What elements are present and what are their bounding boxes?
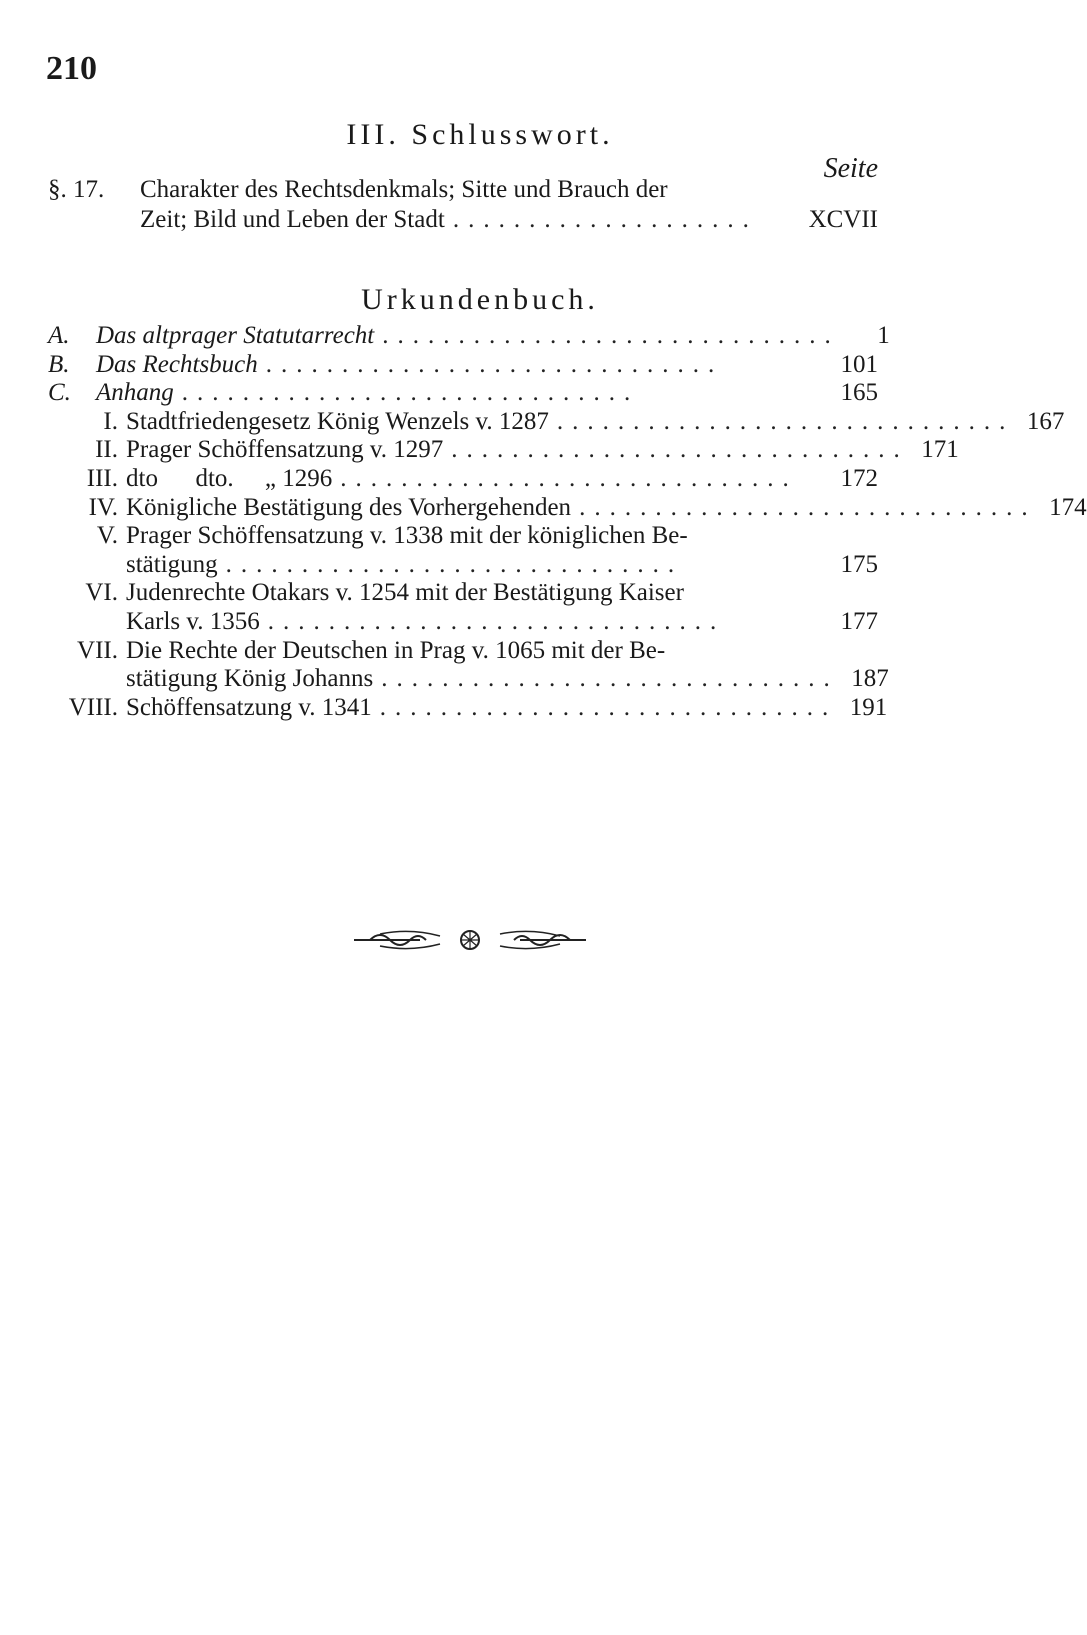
section-heading-schlusswort: III. Schlusswort. (346, 118, 614, 151)
toc-entry-title: Schöffensatzung v. 1341 (126, 693, 372, 721)
toc-entry-page: 175 (840, 550, 878, 578)
toc-entry (48, 493, 1087, 524)
toc-entry (48, 407, 1065, 438)
leader-dots: .............................. (225, 550, 684, 578)
toc-entry-title: dto dto. „ 1296 (126, 465, 333, 492)
leader-dots: .............................. (265, 350, 724, 378)
toc-entry-title-line1: Charakter des Rechtsdenkmals; Sitte und Brauch der (140, 176, 668, 203)
toc-entry-title-continuation: stätigung (126, 550, 218, 578)
toc-entry-number: V. (96, 522, 118, 550)
toc-entry-continuation (48, 551, 878, 581)
toc-entry-number: C. (48, 379, 71, 407)
toc-entry-page: 165 (840, 379, 878, 407)
toc-entry-title: Prager Schöffensatzung v. 1338 mit der königlichen Be- (126, 522, 688, 550)
toc-entry (48, 465, 878, 495)
toc-entry-title: Königliche Bestätigung des Vorhergehenden (126, 493, 572, 521)
toc-entry-continuation (48, 608, 878, 638)
leader-dots: .............................. (381, 665, 839, 693)
toc-entry-continuation (48, 665, 889, 695)
toc-entry-number: II. (95, 436, 118, 464)
toc-entry-title: Judenrechte Otakars v. 1254 mit der Bestätigung Kaiser (126, 579, 684, 607)
toc-entry-number: A. (48, 322, 70, 349)
toc-entry-page: 177 (840, 608, 878, 635)
toc-entry-title: Stadtfriedengesetz König Wenzels v. 1287 (126, 407, 549, 435)
toc-entry-title-continuation: Karls v. 1356 (126, 608, 260, 635)
toc-entry-page: XCVII (808, 206, 878, 233)
leader-dots: .............................. (556, 407, 1015, 435)
page-number: 210 (46, 50, 97, 87)
leader-dots: .............................. (181, 379, 640, 407)
toc-entry-title: Das Rechtsbuch (96, 350, 258, 378)
leader-dots: .............................. (451, 436, 909, 464)
toc-entry-number: B. (48, 350, 70, 378)
toc-entry (48, 579, 878, 609)
toc-entry-page: 172 (840, 465, 878, 492)
toc-entry-number: §. 17. (48, 176, 105, 203)
toc-entry (48, 379, 878, 409)
toc-entry-number: I. (103, 407, 118, 435)
toc-entry-title: Prager Schöffensatzung v. 1297 (126, 436, 444, 464)
toc-entry-number: VI. (85, 579, 118, 607)
leader-dots: .............................. (382, 322, 840, 349)
toc-entry (48, 637, 878, 667)
toc-entry-title: Anhang (96, 379, 174, 407)
toc-entry-number: IV. (88, 493, 118, 521)
toc-entry-page: 174 (1049, 493, 1087, 521)
ornament-divider (350, 925, 590, 955)
toc-entry-number: VIII. (68, 693, 118, 721)
toc-entry-page: 1 (877, 322, 890, 349)
toc-entry-page: 167 (1026, 407, 1065, 435)
toc-entry-title: Die Rechte der Deutschen in Prag v. 1065 mit der Be- (126, 636, 666, 664)
toc-entry-page: 171 (921, 436, 959, 464)
toc-entry-number: VII. (77, 636, 118, 664)
leader-dots: .................... (452, 206, 758, 233)
toc-entry-title-continuation: stätigung König Johanns (126, 665, 374, 693)
leader-dots: .............................. (379, 693, 838, 721)
toc-entry (48, 351, 878, 381)
toc-entry (48, 436, 959, 466)
leader-dots: .............................. (340, 465, 798, 492)
toc-entry-page: 187 (851, 665, 889, 693)
section-heading-urkundenbuch: Urkundenbuch. (361, 283, 599, 316)
seite-column-label: Seite (823, 153, 878, 184)
toc-entry-number: III. (86, 465, 118, 492)
leader-dots: .............................. (267, 608, 726, 635)
toc-entry-page: 101 (840, 350, 878, 378)
toc-entry (48, 693, 888, 724)
toc-entry-page: 191 (849, 693, 888, 721)
toc-entry-title-line2: Zeit; Bild und Leben der Stadt (140, 206, 445, 233)
leader-dots: .............................. (579, 493, 1037, 521)
toc-entry-title: Das altprager Statutarrecht (96, 322, 375, 349)
toc-entry (48, 522, 878, 552)
toc-entry (48, 322, 890, 352)
